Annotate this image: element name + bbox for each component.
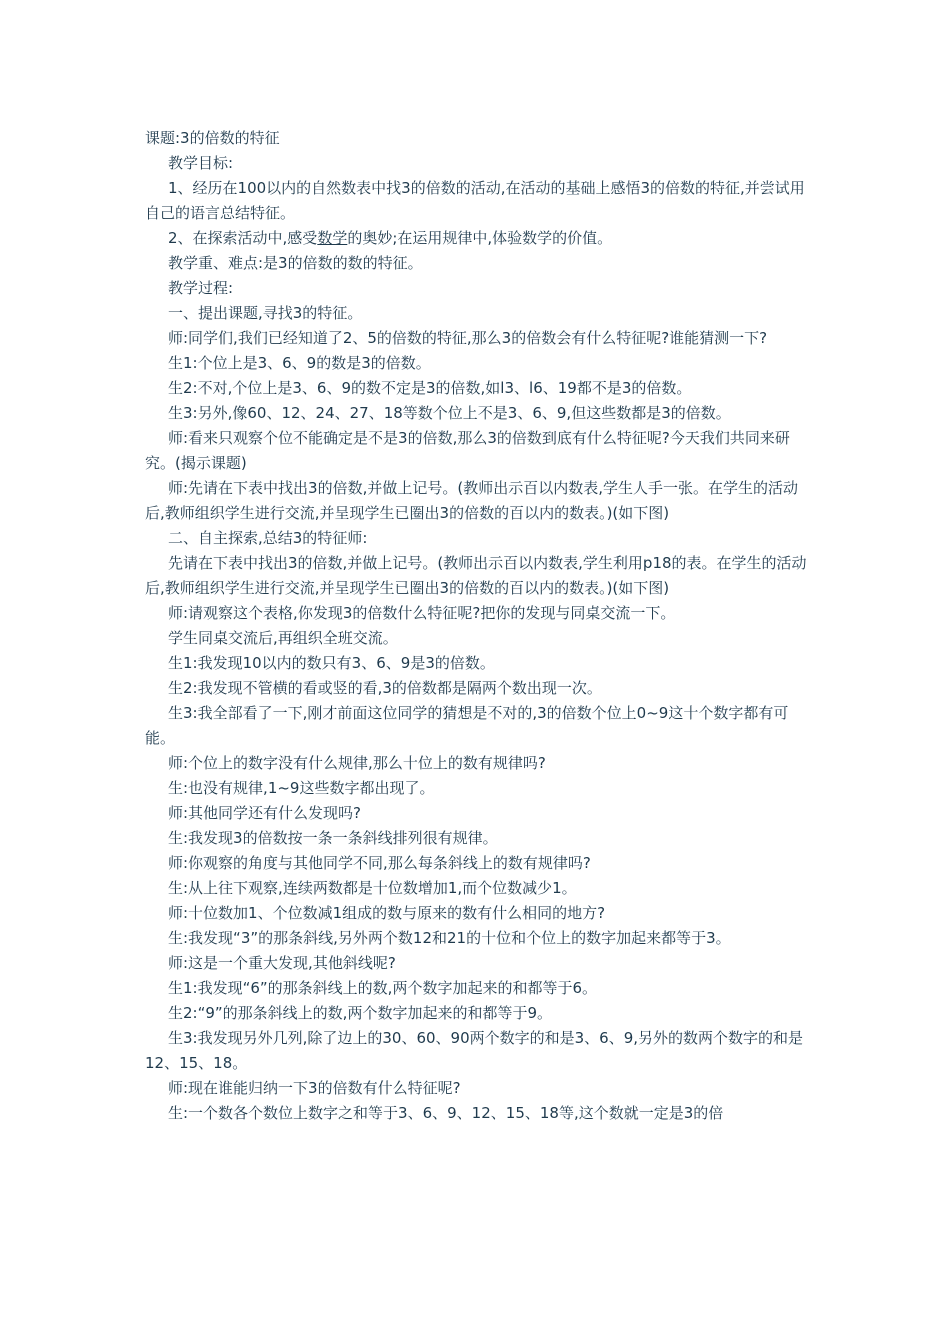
paragraph: 一、提出课题,寻找3的特征。	[168, 304, 363, 322]
paragraph	[145, 226, 809, 251]
paragraph: 师:请观察这个表格,你发现3的倍数什么特征呢?把你的发现与同桌交流一下。	[168, 604, 676, 622]
keyword-link[interactable]: 数学	[317, 229, 348, 247]
paragraph: 学生同桌交流后,再组织全班交流。	[168, 629, 398, 647]
paragraph: 生2:不对,个位上是3、6、9的数不定是3的倍数,如l3、l6、19都不是3的倍数。	[168, 379, 692, 397]
paragraph: 1、经历在100以内的自然数表中找3的倍数的活动,在活动的基础上感悟3的倍数的特征,并尝试用自己的语言总结特征。	[145, 179, 805, 222]
paragraph-text: 的奥妙;在运用规律中,体验数学的价值。	[347, 229, 613, 247]
paragraph: 教学过程:	[168, 279, 234, 297]
paragraph: 生:从上往下观察,连续两数都是十位数增加1,而个位数减少1。	[168, 879, 577, 897]
document-body	[145, 126, 809, 1126]
paragraph: 师:个位上的数字没有什么规律,那么十位上的数有规律吗?	[168, 754, 546, 772]
paragraph: 教学目标:	[168, 154, 234, 172]
paragraph: 师:十位数加1、个位数减1组成的数与原来的数有什么相同的地方?	[168, 904, 606, 922]
paragraph: 师:你观察的角度与其他同学不同,那么每条斜线上的数有规律吗?	[168, 854, 591, 872]
paragraph: 生:我发现3的倍数按一条一条斜线排列很有规律。	[168, 829, 498, 847]
paragraph: 师:这是一个重大发现,其他斜线呢?	[168, 954, 396, 972]
paragraph: 生:一个数各个数位上数字之和等于3、6、9、12、15、18等,这个数就一定是3的倍	[168, 1104, 724, 1122]
paragraph: 师:先请在下表中找出3的倍数,并做上记号。(教师出示百以内数表,学生人手一张。在学生的活动后,教师组织学生进行交流,并呈现学生已圈出3的倍数的百以内的数表。)(如下图)	[145, 479, 798, 522]
paragraph: 教学重、难点:是3的倍数的数的特征。	[168, 254, 423, 272]
paragraph: 生:我发现“3”的那条斜线,另外两个数12和21的十位和个位上的数字加起来都等于3。	[168, 929, 731, 947]
paragraph: 师:看来只观察个位不能确定是不是3的倍数,那么3的倍数到底有什么特征呢?今天我们共同来研究。(揭示课题)	[145, 429, 790, 472]
paragraph: 先请在下表中找出3的倍数,并做上记号。(教师出示百以内数表,学生利用p18的表。在学生的活动后,教师组织学生进行交流,并呈现学生已圈出3的倍数的百以内的数表。)(如下图)	[145, 554, 807, 597]
paragraph: 生3:我发现另外几列,除了边上的30、60、90两个数字的和是3、6、9,另外的数两个数字的和是12、15、18。	[145, 1029, 804, 1072]
paragraph-text: 2、在探索活动中,感受	[168, 229, 318, 247]
paragraph: 课题:3的倍数的特征	[145, 129, 280, 147]
paragraph: 生:也没有规律,1~9这些数字都出现了。	[168, 779, 435, 797]
paragraph: 生1:我发现“6”的那条斜线上的数,两个数字加起来的和都等于6。	[168, 979, 597, 997]
paragraph: 生2:“9”的那条斜线上的数,两个数字加起来的和都等于9。	[168, 1004, 552, 1022]
paragraph: 师:同学们,我们已经知道了2、5的倍数的特征,那么3的倍数会有什么特征呢?谁能猜测一下?	[168, 329, 768, 347]
paragraph: 生3:另外,像60、12、24、27、18等数个位上不是3、6、9,但这些数都是3的倍数。	[168, 404, 731, 422]
paragraph: 生1:我发现10以内的数只有3、6、9是3的倍数。	[168, 654, 495, 672]
paragraph: 二、自主探索,总结3的特征师:	[168, 529, 368, 547]
paragraph: 师:现在谁能归纳一下3的倍数有什么特征呢?	[168, 1079, 461, 1097]
paragraph: 生1:个位上是3、6、9的数是3的倍数。	[168, 354, 431, 372]
paragraph: 生2:我发现不管横的看或竖的看,3的倍数都是隔两个数出现一次。	[168, 679, 602, 697]
paragraph: 师:其他同学还有什么发现吗?	[168, 804, 362, 822]
paragraph: 生3:我全部看了一下,刚才前面这位同学的猜想是不对的,3的倍数个位上0~9这十个数字都有可能。	[145, 704, 789, 747]
